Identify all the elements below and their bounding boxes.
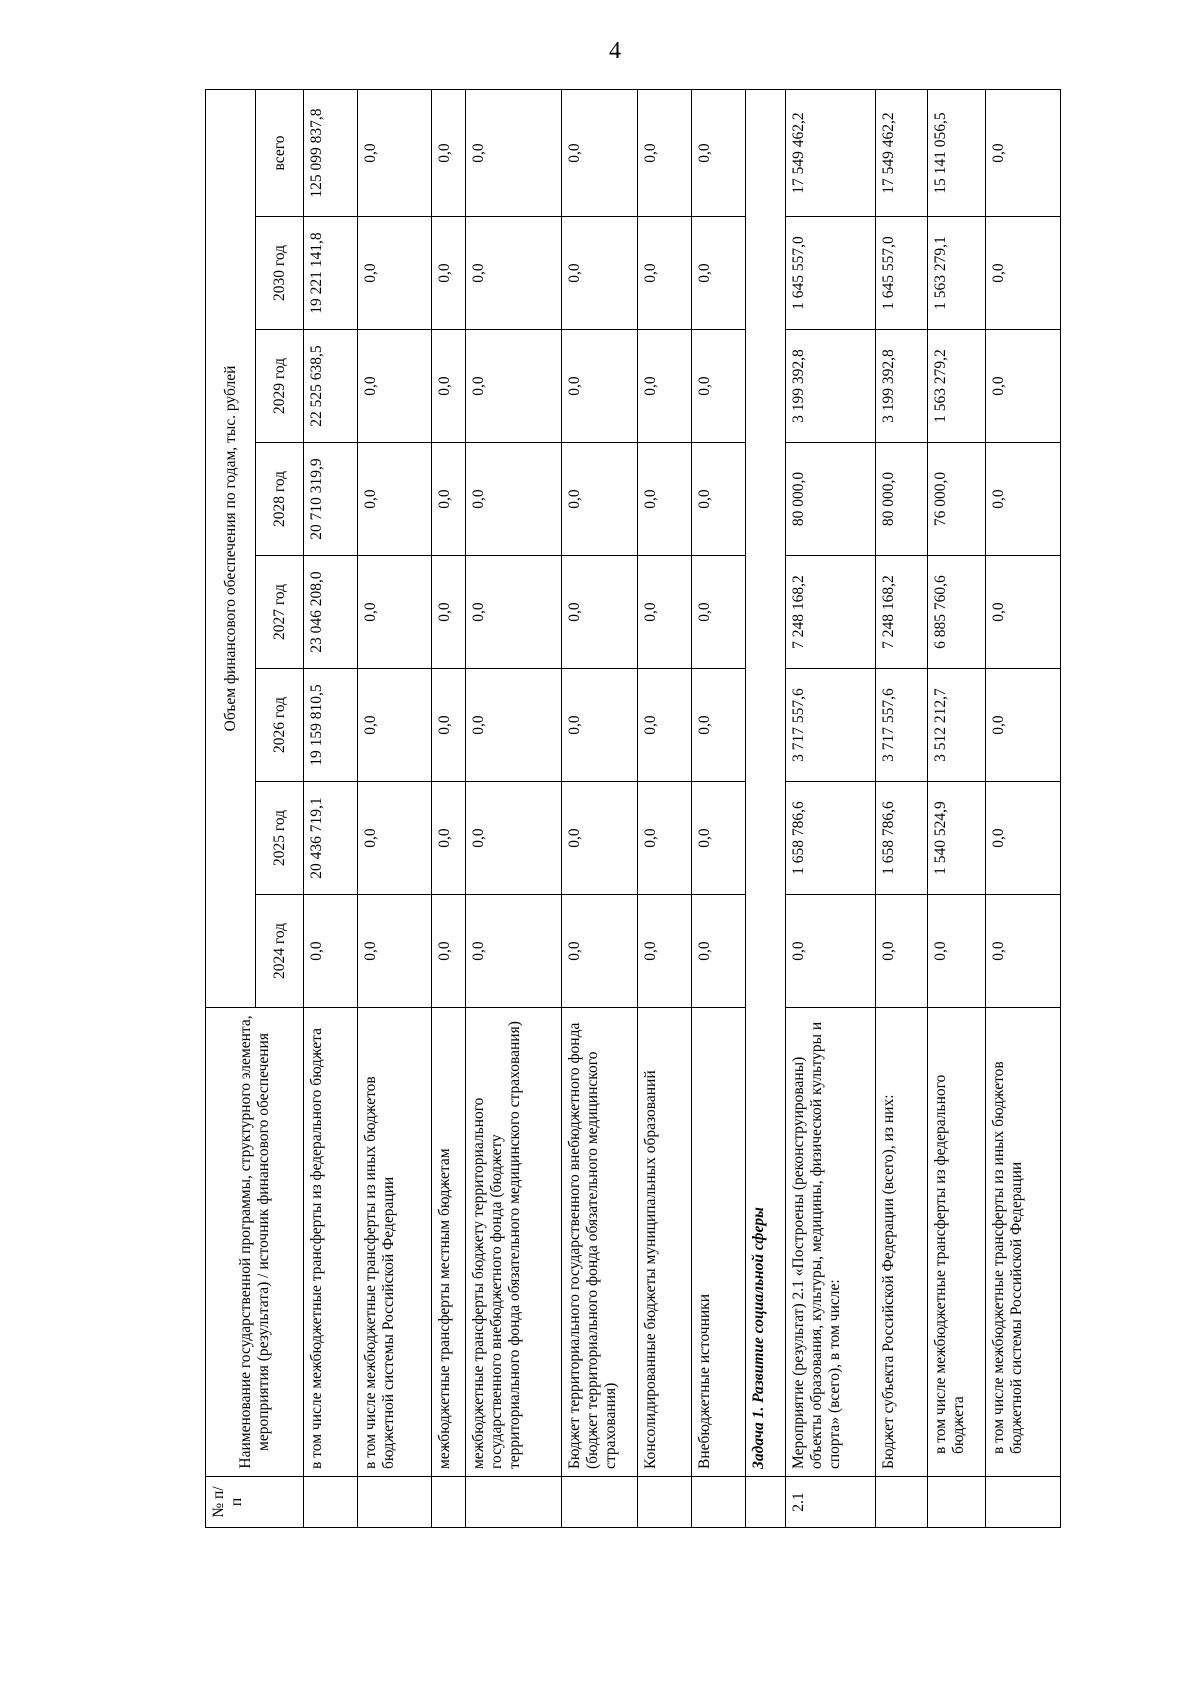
row-number	[986, 1477, 1061, 1528]
value-cell: 0,0	[466, 330, 562, 443]
table-row	[746, 90, 786, 1528]
value-cell: 22 525 638,5	[304, 330, 358, 443]
financing-table	[205, 89, 1061, 1528]
value-cell: 0,0	[638, 669, 692, 782]
table-row	[638, 90, 692, 1528]
value-cell: 0,0	[692, 895, 746, 1008]
value-cell: 7 248 168,2	[876, 556, 928, 669]
value-cell: 20 436 719,1	[304, 782, 358, 895]
value-cell: 0,0	[692, 669, 746, 782]
row-number	[746, 1477, 786, 1528]
value-cell: 0,0	[466, 443, 562, 556]
value-cell: 0,0	[986, 895, 1061, 1008]
row-name: Мероприятие (результат) 2.1 «Построены (реконструированы) объекты образования, культуры, медицины, физической культуры и спорта» (всего), в том числе:	[786, 1008, 876, 1477]
rotated-table-wrapper	[205, 90, 1042, 1528]
value-cell: 23 046 208,0	[304, 556, 358, 669]
value-cell: 0,0	[638, 90, 692, 217]
value-cell: 0,0	[986, 443, 1061, 556]
value-cell: 0,0	[786, 895, 876, 1008]
value-cell: 0,0	[562, 556, 638, 669]
row-number: 2.1	[786, 1477, 876, 1528]
value-cell: 0,0	[358, 895, 432, 1008]
row-name: Бюджет территориального государственного внебюджетного фонда (бюджет территориального фонда обязательного медицинского страхования)	[562, 1008, 638, 1477]
value-cell: 1 563 279,1	[928, 217, 986, 330]
value-cell: 0,0	[986, 90, 1061, 217]
value-cell: 0,0	[466, 90, 562, 217]
row-name: межбюджетные трансферты местным бюджетам	[432, 1008, 466, 1477]
value-cell: 15 141 056,5	[928, 90, 986, 217]
table-row	[432, 90, 466, 1528]
value-cell: 0,0	[928, 895, 986, 1008]
value-cell: 0,0	[692, 556, 746, 669]
value-cell: 0,0	[692, 217, 746, 330]
value-cell: 1 645 557,0	[876, 217, 928, 330]
header-year: 2027 год	[256, 556, 304, 669]
value-cell: 0,0	[562, 782, 638, 895]
table-row	[466, 90, 562, 1528]
value-cell: 0,0	[562, 895, 638, 1008]
value-cell: 0,0	[986, 782, 1061, 895]
value-cell: 0,0	[562, 669, 638, 782]
row-name: Бюджет субъекта Российской Федерации (всего), из них:	[876, 1008, 928, 1477]
header-name: Наименование государственной программы, структурного элемента, мероприятия (результата) / источник финансового обеспечения	[206, 1008, 304, 1477]
value-cell: 0,0	[466, 895, 562, 1008]
value-cell: 0,0	[876, 895, 928, 1008]
value-cell: 0,0	[432, 556, 466, 669]
value-cell: 0,0	[986, 330, 1061, 443]
value-cell: 0,0	[432, 443, 466, 556]
row-number	[562, 1477, 638, 1528]
row-number	[928, 1477, 986, 1528]
value-cell: 0,0	[692, 782, 746, 895]
value-cell: 1 563 279,2	[928, 330, 986, 443]
value-cell: 0,0	[432, 669, 466, 782]
value-cell: 17 549 462,2	[786, 90, 876, 217]
value-cell: 0,0	[562, 90, 638, 217]
row-number	[876, 1477, 928, 1528]
value-cell: 0,0	[358, 782, 432, 895]
value-cell: 3 717 557,6	[876, 669, 928, 782]
row-number	[638, 1477, 692, 1528]
header-year: всего	[256, 90, 304, 217]
value-cell: 0,0	[692, 443, 746, 556]
value-cell: 0,0	[986, 669, 1061, 782]
value-cell: 19 221 141,8	[304, 217, 358, 330]
value-cell: 0,0	[358, 669, 432, 782]
header-year: 2030 год	[256, 217, 304, 330]
value-cell: 0,0	[466, 556, 562, 669]
row-name: межбюджетные трансферты бюджету территориального государственного внебюджетного фонда (бюджету территориального фонда обязательного медицинского страхования)	[466, 1008, 562, 1477]
value-cell: 0,0	[638, 782, 692, 895]
row-name: в том числе межбюджетные трансферты из иных бюджетов бюджетной системы Российской Федерации	[986, 1008, 1061, 1477]
value-cell: 0,0	[562, 330, 638, 443]
row-name: в том числе межбюджетные трансферты из иных бюджетов бюджетной системы Российской Федерации	[358, 1008, 432, 1477]
value-cell: 0,0	[986, 556, 1061, 669]
value-cell: 3 717 557,6	[786, 669, 876, 782]
row-name: в том числе межбюджетные трансферты из федерального бюджета	[928, 1008, 986, 1477]
value-cell: 0,0	[638, 443, 692, 556]
table-row	[876, 90, 928, 1528]
value-cell: 3 199 392,8	[786, 330, 876, 443]
value-cell: 80 000,0	[786, 443, 876, 556]
row-name: Консолидированные бюджеты муниципальных образований	[638, 1008, 692, 1477]
row-number	[692, 1477, 746, 1528]
value-cell: 1 540 524,9	[928, 782, 986, 895]
table-row	[786, 90, 876, 1528]
value-cell: 20 710 319,9	[304, 443, 358, 556]
value-cell: 0,0	[358, 330, 432, 443]
value-cell: 0,0	[638, 217, 692, 330]
header-no: № п/п	[206, 1477, 304, 1528]
table-row	[692, 90, 746, 1528]
table-row	[304, 90, 358, 1528]
value-cell: 0,0	[358, 556, 432, 669]
value-cell: 0,0	[466, 669, 562, 782]
value-cell: 0,0	[692, 330, 746, 443]
value-cell: 76 000,0	[928, 443, 986, 556]
value-cell: 7 248 168,2	[786, 556, 876, 669]
header-year: 2028 год	[256, 443, 304, 556]
row-number	[466, 1477, 562, 1528]
row-name: Внебюджетные источники	[692, 1008, 746, 1477]
value-cell: 0,0	[638, 556, 692, 669]
value-cell: 0,0	[358, 443, 432, 556]
row-number	[304, 1477, 358, 1528]
row-name: в том числе межбюджетные трансферты из федерального бюджета	[304, 1008, 358, 1477]
value-cell: 1 658 786,6	[876, 782, 928, 895]
value-cell: 0,0	[562, 217, 638, 330]
row-number	[358, 1477, 432, 1528]
value-cell: 0,0	[304, 895, 358, 1008]
value-cell: 19 159 810,5	[304, 669, 358, 782]
value-cell: 0,0	[638, 895, 692, 1008]
value-cell: 0,0	[432, 330, 466, 443]
value-cell: 0,0	[638, 330, 692, 443]
table-row	[928, 90, 986, 1528]
value-cell: 1 645 557,0	[786, 217, 876, 330]
value-cell: 6 885 760,6	[928, 556, 986, 669]
row-number	[432, 1477, 466, 1528]
value-cell: 125 099 837,8	[304, 90, 358, 217]
value-cell: 0,0	[358, 90, 432, 217]
value-cell: 0,0	[466, 782, 562, 895]
value-cell: 0,0	[432, 90, 466, 217]
header-year: 2026 год	[256, 669, 304, 782]
task-title: Задача 1. Развитие социальной сферы	[746, 90, 786, 1477]
table-row	[986, 90, 1061, 1528]
value-cell: 0,0	[358, 217, 432, 330]
header-year: 2029 год	[256, 330, 304, 443]
value-cell: 0,0	[466, 217, 562, 330]
table-row	[562, 90, 638, 1528]
value-cell: 0,0	[692, 90, 746, 217]
header-year: 2024 год	[256, 895, 304, 1008]
value-cell: 0,0	[986, 217, 1061, 330]
table-row	[358, 90, 432, 1528]
header-year: 2025 год	[256, 782, 304, 895]
header-group: Объем финансового обеспечения по годам, тыс. рублей	[206, 90, 256, 1008]
value-cell: 3 512 212,7	[928, 669, 986, 782]
page-number: 4	[609, 38, 621, 64]
value-cell: 80 000,0	[876, 443, 928, 556]
value-cell: 17 549 462,2	[876, 90, 928, 217]
value-cell: 0,0	[432, 895, 466, 1008]
value-cell: 0,0	[562, 443, 638, 556]
value-cell: 0,0	[432, 782, 466, 895]
value-cell: 0,0	[432, 217, 466, 330]
value-cell: 3 199 392,8	[876, 330, 928, 443]
value-cell: 1 658 786,6	[786, 782, 876, 895]
